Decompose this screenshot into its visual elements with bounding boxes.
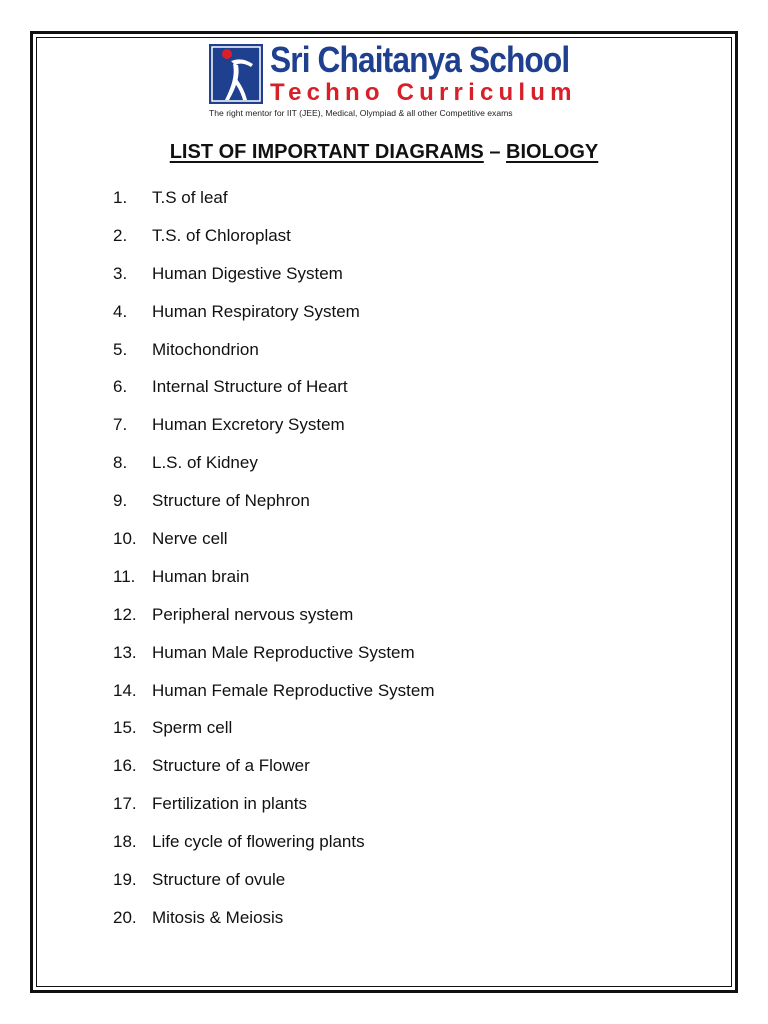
list-item-number: 16.: [113, 756, 137, 776]
diagram-list: [113, 186, 435, 944]
school-emblem-icon: [209, 44, 263, 104]
list-item-text: Human Male Reproductive System: [152, 642, 415, 662]
list-item: [113, 603, 435, 641]
page-title: [0, 139, 768, 165]
title-main: LIST OF IMPORTANT DIAGRAMS: [169, 141, 484, 163]
list-item-number: 20.: [113, 907, 137, 927]
list-item: [113, 489, 435, 527]
list-item: [113, 527, 435, 565]
list-item-text: Internal Structure of Heart: [152, 377, 348, 397]
list-item-number: 5.: [113, 339, 128, 359]
list-item-text: Human brain: [152, 566, 250, 586]
list-item: [113, 679, 435, 717]
brand-subtitle: Techno Curriculum: [270, 79, 577, 106]
list-item-text: Mitosis & Meiosis: [152, 907, 284, 927]
list-item: [113, 754, 435, 792]
brand-name: Sri Chaitanya School: [270, 39, 570, 80]
list-item: [113, 565, 435, 603]
list-item-number: 11.: [113, 566, 136, 586]
list-item-number: 15.: [113, 718, 137, 738]
list-item-number: 1.: [113, 188, 128, 207]
list-item: [113, 792, 435, 830]
list-item-number: 17.: [113, 794, 137, 814]
list-item-number: 12.: [113, 604, 137, 624]
list-item-text: Human Digestive System: [152, 263, 343, 283]
list-item: [113, 868, 435, 906]
list-item-number: 13.: [113, 642, 137, 662]
list-item-number: 6.: [113, 377, 128, 397]
list-item: [113, 906, 435, 944]
list-item-text: Human Excretory System: [152, 415, 345, 435]
brand-tagline: The right mentor for IIT (JEE), Medical, Olympiad & all other Competitive exams: [209, 108, 513, 118]
list-item: [113, 716, 435, 754]
list-item-text: Nerve cell: [152, 529, 228, 549]
list-item-text: L.S. of Kidney: [152, 453, 258, 473]
list-item: [113, 262, 435, 300]
list-item-text: Peripheral nervous system: [152, 604, 354, 624]
title-separator: –: [489, 141, 501, 163]
title-subject: BIOLOGY: [506, 141, 599, 163]
list-item-number: 8.: [113, 453, 128, 473]
list-item: [113, 413, 435, 451]
list-item: [113, 300, 435, 338]
list-item-number: 10.: [113, 529, 137, 549]
list-item-number: 19.: [113, 870, 137, 890]
list-item: [113, 641, 435, 679]
list-item-number: 4.: [113, 301, 128, 321]
list-item-text: Human Respiratory System: [152, 301, 360, 321]
list-item-number: 2.: [113, 225, 128, 245]
list-item-number: 14.: [113, 680, 137, 700]
list-item-text: Fertilization in plants: [152, 794, 307, 814]
list-item-text: Sperm cell: [152, 718, 233, 738]
list-item-text: Structure of Nephron: [152, 491, 310, 511]
list-item-text: T.S of leaf: [152, 188, 228, 207]
list-item-text: Life cycle of flowering plants: [152, 832, 365, 852]
list-item: [113, 224, 435, 262]
list-item-text: T.S. of Chloroplast: [152, 225, 291, 245]
list-item-number: 3.: [113, 263, 128, 283]
list-item-text: Structure of ovule: [152, 870, 286, 890]
list-item-number: 9.: [113, 491, 128, 511]
list-item: [113, 375, 435, 413]
list-item: [113, 451, 435, 489]
list-item-number: 18.: [113, 832, 137, 852]
list-item-text: Structure of a Flower: [152, 756, 310, 776]
list-item: [113, 830, 435, 868]
list-item-text: Human Female Reproductive System: [152, 680, 435, 700]
list-item: [113, 338, 435, 376]
list-item-text: Mitochondrion: [152, 339, 259, 359]
list-item: [113, 186, 435, 224]
list-item-number: 7.: [113, 415, 128, 435]
